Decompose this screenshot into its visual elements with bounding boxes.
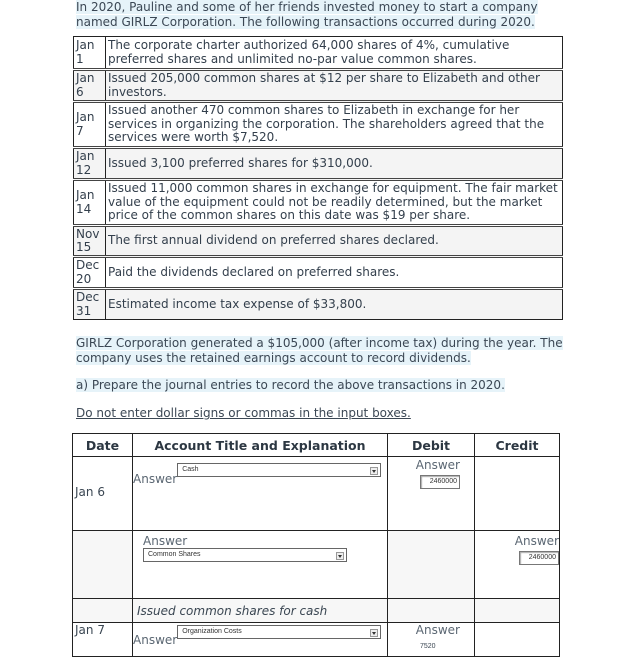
chevron-down-icon[interactable] bbox=[336, 552, 344, 560]
transaction-row bbox=[74, 226, 563, 257]
journal-row bbox=[73, 457, 560, 531]
transaction-date: Nov 15 bbox=[74, 226, 106, 257]
transaction-row bbox=[74, 257, 563, 289]
debit-cell-empty bbox=[388, 531, 475, 599]
account-select[interactable] bbox=[177, 625, 381, 639]
instruction-paragraph: a) Prepare the journal entries to record the above transactions in 2020. bbox=[76, 378, 505, 392]
transaction-row bbox=[74, 70, 563, 102]
account-select[interactable] bbox=[177, 463, 381, 477]
chevron-down-icon[interactable] bbox=[370, 629, 378, 637]
transaction-date: Jan 14 bbox=[74, 180, 106, 226]
journal-row bbox=[73, 531, 560, 599]
intro-text: In 2020, Pauline and some of her friends invested money to start a company named GIRLZ Corporation. The following transactions occurred during 2020. bbox=[76, 0, 538, 29]
answer-label: Answer bbox=[415, 458, 460, 472]
transaction-date: Jan 6 bbox=[74, 70, 106, 102]
account-select[interactable] bbox=[143, 548, 347, 562]
transaction-row bbox=[74, 102, 563, 148]
transaction-row bbox=[74, 180, 563, 226]
transaction-text: Paid the dividends declared on preferred shares. bbox=[106, 257, 563, 289]
entry-date-empty bbox=[73, 531, 133, 599]
transaction-date: Jan 12 bbox=[74, 148, 106, 180]
transaction-text: Issued another 470 common shares to Elizabeth in exchange for her services in organizing the corporation. The shareholders agreed that the services were worth $7,520. bbox=[106, 102, 563, 148]
journal-header bbox=[73, 434, 560, 457]
info-paragraph: GIRLZ Corporation generated a $105,000 (after income tax) during the year. The company uses the retained earnings account to record dividends. bbox=[76, 336, 563, 365]
account-select-value: Common Shares bbox=[148, 551, 201, 558]
entry-date: Jan 6 bbox=[73, 457, 133, 531]
account-select-value: Organization Costs bbox=[182, 628, 242, 635]
transaction-text: The first annual dividend on preferred shares declared. bbox=[106, 226, 563, 257]
transaction-text: Estimated income tax expense of $33,800. bbox=[106, 289, 563, 320]
credit-cell-empty bbox=[475, 457, 560, 531]
col-credit: Credit bbox=[475, 434, 560, 457]
transaction-date: Jan 1 bbox=[74, 37, 106, 70]
debit-input[interactable]: 2460000 bbox=[420, 475, 460, 489]
transaction-text: Issued 3,100 preferred shares for $310,000. bbox=[106, 148, 563, 180]
narration: Issued common shares for cash bbox=[133, 599, 388, 623]
transaction-row bbox=[74, 148, 563, 180]
transaction-text: The corporate charter authorized 64,000 shares of 4%, cumulative preferred shares and unlimited no-par value common shares. bbox=[106, 37, 563, 70]
chevron-down-icon[interactable] bbox=[370, 467, 378, 475]
transaction-date: Jan 7 bbox=[74, 102, 106, 148]
answer-label: Answer bbox=[133, 633, 178, 647]
answer-label: Answer bbox=[143, 534, 188, 548]
answer-label: Answer bbox=[514, 534, 559, 548]
col-date: Date bbox=[73, 434, 133, 457]
journal-table bbox=[72, 433, 560, 657]
transaction-row bbox=[74, 37, 563, 70]
answer-label: Answer bbox=[415, 623, 460, 637]
transaction-date: Dec 31 bbox=[74, 289, 106, 320]
debit-input[interactable]: 7520 bbox=[420, 643, 436, 650]
transaction-text: Issued 11,000 common shares in exchange for equipment. The fair market value of the equipment could not be readily determined, but the market price of the common shares on this date was $19 per share. bbox=[106, 180, 563, 226]
transaction-date: Dec 20 bbox=[74, 257, 106, 289]
input-note: Do not enter dollar signs or commas in the input boxes. bbox=[76, 406, 411, 420]
credit-input[interactable]: 2460000 bbox=[519, 551, 559, 565]
journal-narration-row bbox=[73, 599, 560, 623]
transactions-table bbox=[73, 36, 563, 320]
journal-row bbox=[73, 623, 560, 657]
col-account: Account Title and Explanation bbox=[133, 434, 388, 457]
entry-date: Jan 7 bbox=[73, 623, 133, 657]
account-select-value: Cash bbox=[182, 466, 199, 473]
col-debit: Debit bbox=[388, 434, 475, 457]
answer-label: Answer bbox=[133, 472, 178, 486]
transaction-row bbox=[74, 289, 563, 320]
transaction-text: Issued 205,000 common shares at $12 per share to Elizabeth and other investors. bbox=[106, 70, 563, 102]
